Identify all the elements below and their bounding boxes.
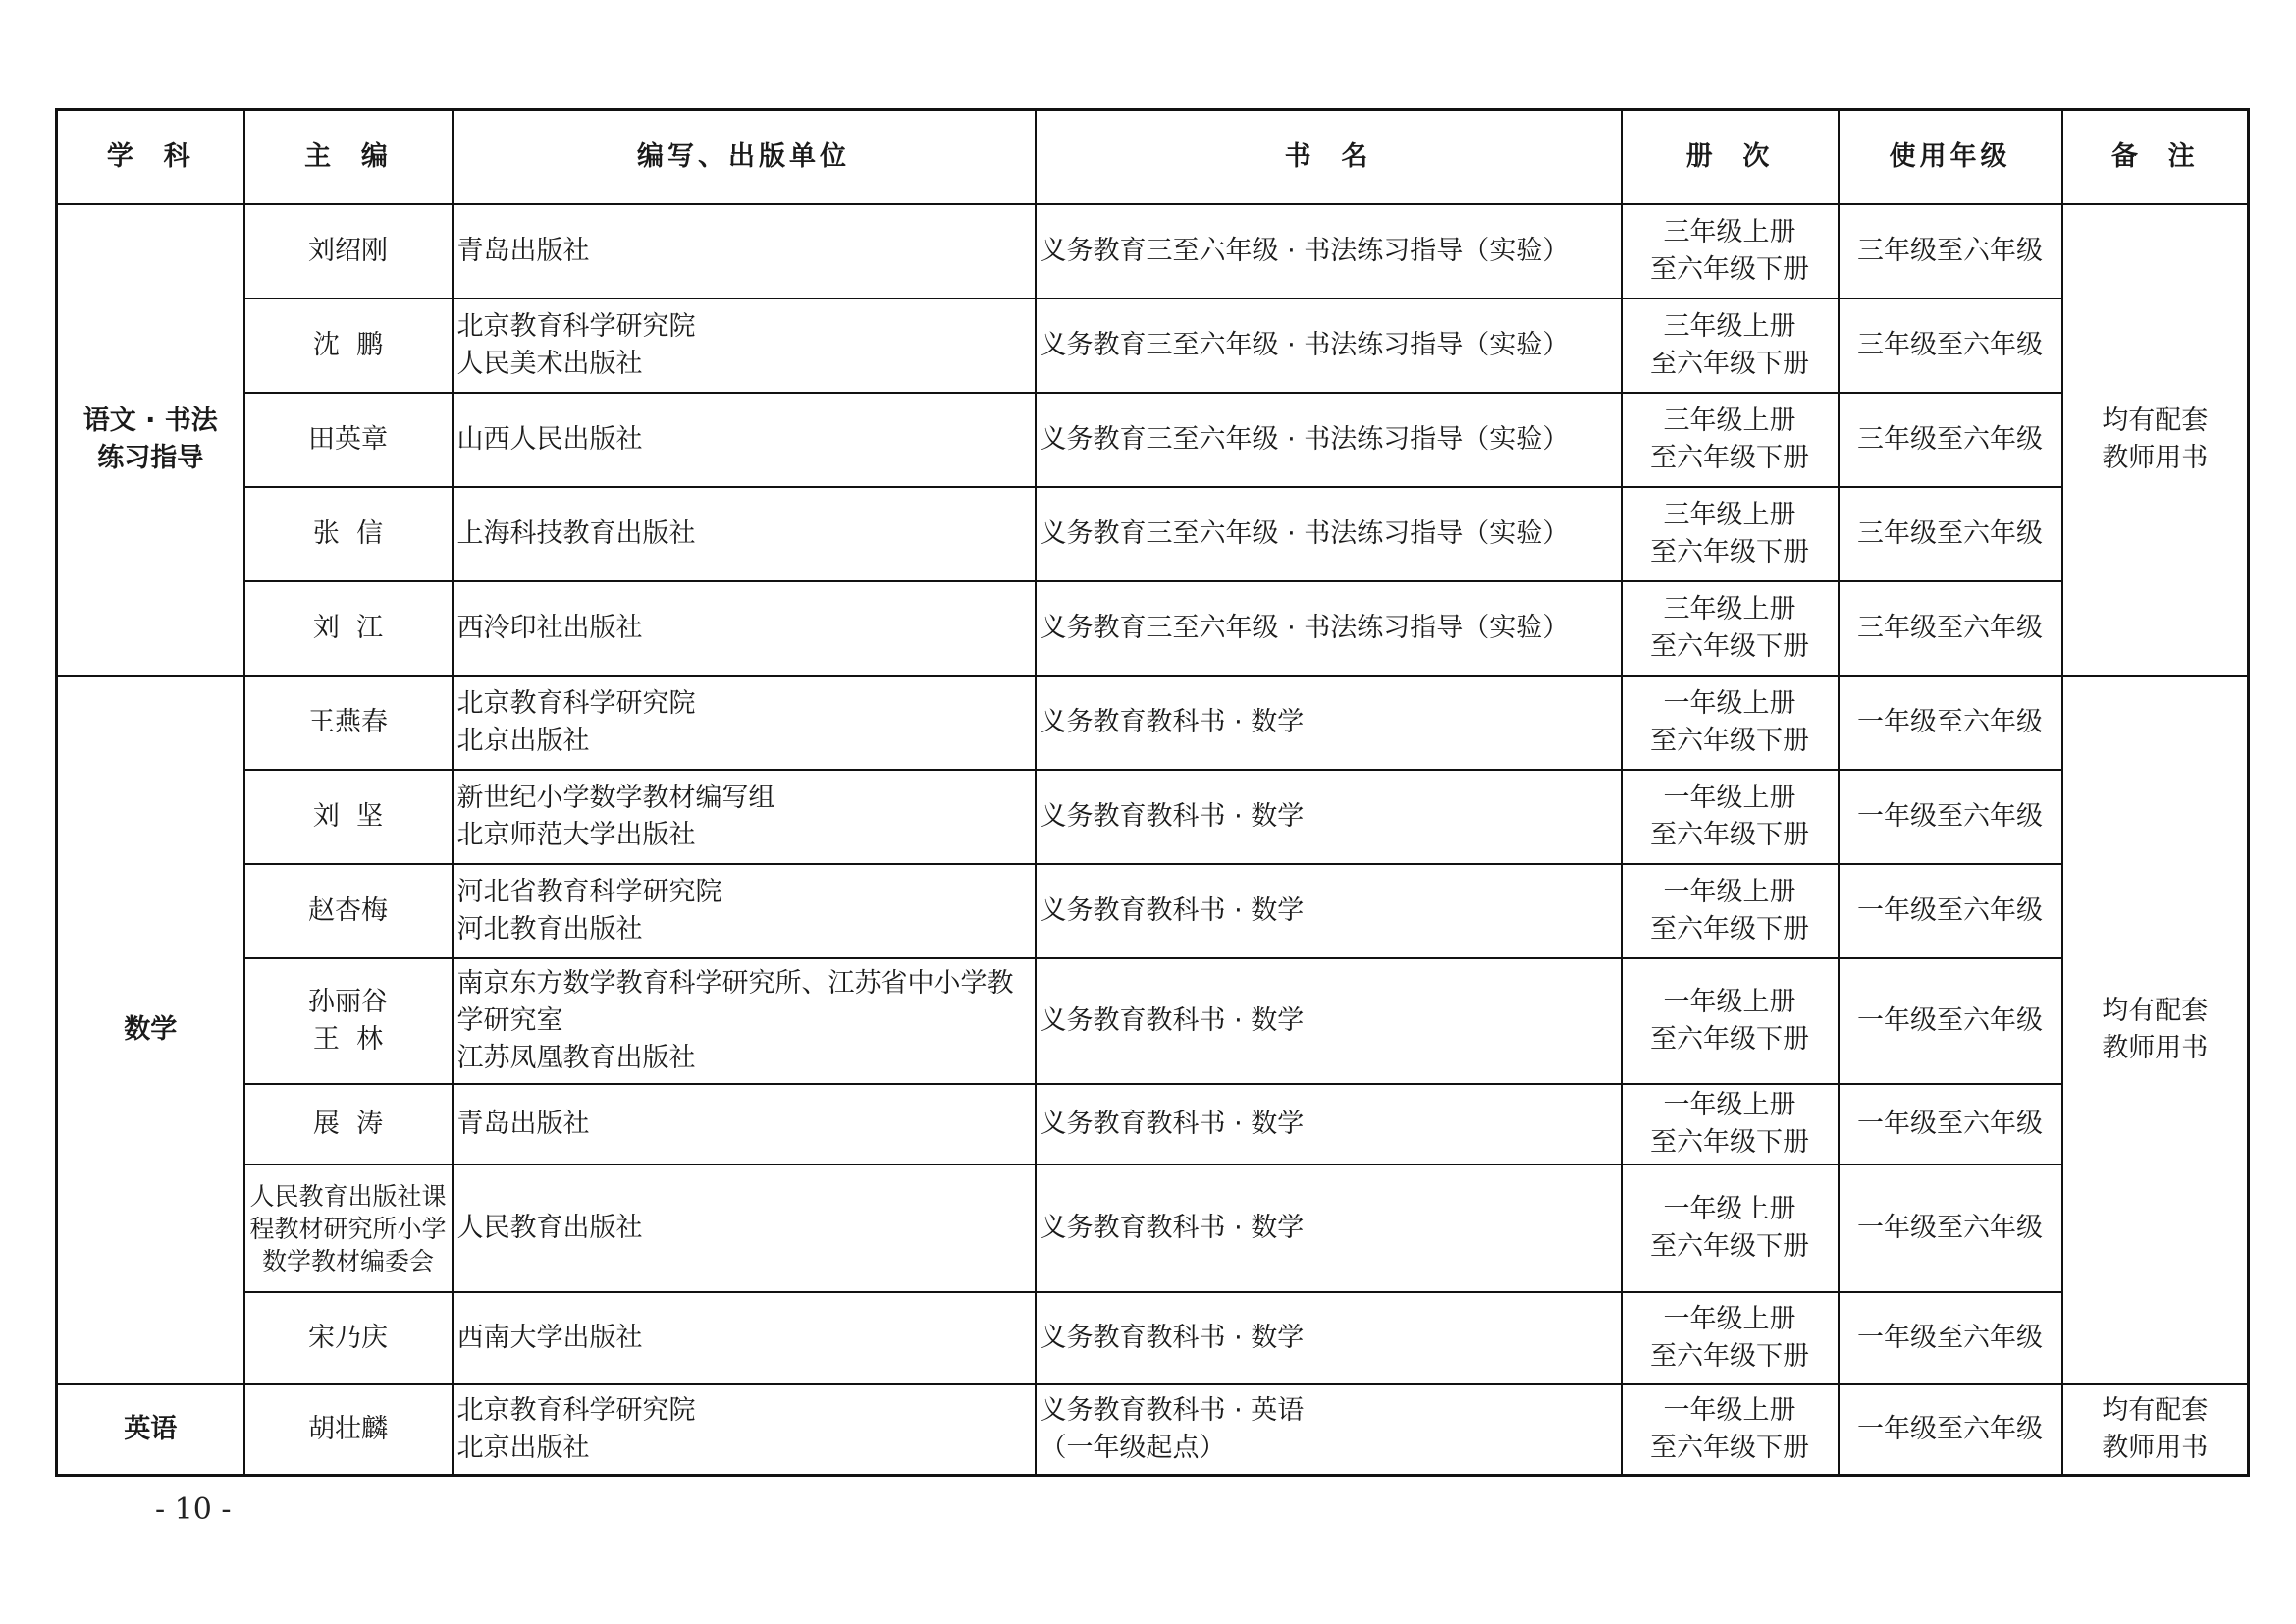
volume-cell-line: 至六年级下册 [1650,914,1809,945]
book-title-cell-line: 义务教育教科书 · 数学 [1040,1213,1305,1243]
table-row [57,1164,2249,1292]
volume-cell-line: 一年级上册 [1663,877,1796,907]
volume-cell [1622,393,1839,487]
book-title-cell-line: 义务教育三至六年级 · 书法练习指导（实验） [1040,330,1570,360]
volume-cell-line: 一年级上册 [1663,1194,1796,1224]
table-row [57,487,2249,581]
book-title-cell-line: 义务教育三至六年级 · 书法练习指导（实验） [1040,613,1570,643]
subject-cell-line: 英语 [124,1413,178,1444]
grade-cell: 三年级至六年级 [1839,393,2062,487]
volume-cell-line: 一年级上册 [1663,783,1796,813]
volume-cell-line: 一年级上册 [1663,1304,1796,1334]
publisher-cell-line: 北京教育科学研究院 [456,688,696,719]
grade-cell: 一年级至六年级 [1839,958,2062,1084]
table-row [57,581,2249,676]
volume-cell-line: 至六年级下册 [1650,1024,1809,1055]
note-cell-line: 教师用书 [2102,1432,2209,1463]
publisher-cell [453,676,1036,770]
publisher-cell-line: 上海科技教育出版社 [456,518,696,549]
header-subject: 学 科 [57,110,244,205]
editor-cell-line: 胡壮麟 [308,1413,388,1444]
editor-cell-line: 刘绍刚 [308,236,388,266]
note-cell-line: 均有配套 [2102,1394,2209,1426]
table-row [57,864,2249,958]
note-cell [2062,676,2249,1384]
editor-cell-line: 数学教材编委会 [261,1246,434,1275]
grade-cell: 一年级至六年级 [1839,1384,2062,1475]
book-title-cell-line: 义务教育教科书 · 数学 [1040,707,1305,737]
book-title-cell-line: 义务教育三至六年级 · 书法练习指导（实验） [1040,518,1570,549]
publisher-cell [453,487,1036,581]
book-title-cell [1036,393,1622,487]
publisher-cell-line: 北京教育科学研究院 [456,1394,696,1426]
grade-cell: 一年级至六年级 [1839,770,2062,864]
table-row [57,1384,2249,1475]
publisher-cell [453,770,1036,864]
table-row [57,770,2249,864]
publisher-cell [453,298,1036,393]
book-title-cell-line: 义务教育三至六年级 · 书法练习指导（实验） [1040,236,1570,266]
editor-cell [244,770,453,864]
volume-cell [1622,1384,1839,1475]
editor-cell [244,581,453,676]
header-book-title: 书 名 [1036,110,1622,205]
editor-cell-line: 田英章 [308,424,388,455]
volume-cell [1622,1292,1839,1384]
book-title-cell-line: 义务教育教科书 · 数学 [1040,1323,1305,1353]
volume-cell [1622,770,1839,864]
volume-cell [1622,298,1839,393]
editor-cell [244,298,453,393]
editor-cell-line: 程教材研究所小学 [249,1214,447,1243]
volume-cell-line: 至六年级下册 [1650,349,1809,379]
volume-cell-line: 三年级上册 [1663,500,1796,530]
volume-cell-line: 三年级上册 [1663,311,1796,342]
volume-cell-line: 一年级上册 [1663,987,1796,1017]
editor-cell-line: 刘 江 [312,613,384,643]
note-cell-line: 均有配套 [2102,406,2209,436]
table-body [57,204,2249,1475]
book-title-cell-line: 义务教育教科书 · 数学 [1040,1109,1305,1139]
volume-cell-line: 至六年级下册 [1650,537,1809,568]
book-title-cell [1036,770,1622,864]
editor-cell [244,958,453,1084]
publisher-cell-line: 北京教育科学研究院 [456,311,696,342]
volume-cell-line: 至六年级下册 [1650,1432,1809,1463]
publisher-cell-line: 西泠印社出版社 [456,613,643,643]
table-row [57,393,2249,487]
editor-cell-line: 王 林 [312,1024,384,1055]
header-note: 备 注 [2062,110,2249,205]
subject-cell-line: 数学 [124,1014,178,1045]
book-title-cell [1036,676,1622,770]
publisher-cell-line: 青岛出版社 [456,236,590,266]
publisher-cell [453,1384,1036,1475]
editor-cell [244,487,453,581]
note-cell [2062,204,2249,676]
publisher-cell-line: 北京出版社 [456,726,590,756]
grade-cell: 一年级至六年级 [1839,1084,2062,1164]
table-row [57,958,2249,1084]
subject-cell-line: 语文 · 书法 [82,406,218,436]
editor-cell-line: 展 涛 [312,1109,384,1139]
volume-cell [1622,1084,1839,1164]
header-publisher: 编写、出版单位 [453,110,1036,205]
volume-cell-line: 三年级上册 [1663,406,1796,436]
volume-cell-line: 至六年级下册 [1650,631,1809,662]
book-title-cell-line: 义务教育三至六年级 · 书法练习指导（实验） [1040,424,1570,455]
subject-cell [57,676,244,1384]
grade-cell: 一年级至六年级 [1839,1292,2062,1384]
book-title-cell [1036,864,1622,958]
volume-cell-line: 至六年级下册 [1650,726,1809,756]
editor-cell [244,393,453,487]
publisher-cell-line: 学研究室 [456,1005,563,1036]
book-title-cell [1036,1164,1622,1292]
volume-cell-line: 至六年级下册 [1650,1341,1809,1372]
volume-cell [1622,581,1839,676]
publisher-cell-line: 北京师范大学出版社 [456,820,696,850]
header-volume: 册 次 [1622,110,1839,205]
book-title-cell-line: 义务教育教科书 · 数学 [1040,801,1305,832]
note-cell-line: 教师用书 [2102,1033,2209,1063]
publisher-cell-line: 山西人民出版社 [456,424,643,455]
grade-cell: 一年级至六年级 [1839,864,2062,958]
publisher-cell [453,958,1036,1084]
volume-cell [1622,487,1839,581]
book-title-cell [1036,958,1622,1084]
grade-cell: 三年级至六年级 [1839,204,2062,298]
volume-cell-line: 至六年级下册 [1650,1231,1809,1262]
table-row [57,204,2249,298]
grade-cell: 三年级至六年级 [1839,298,2062,393]
volume-cell-line: 三年级上册 [1663,594,1796,624]
publisher-cell-line: 新世纪小学数学教材编写组 [456,783,775,813]
publisher-cell [453,1292,1036,1384]
publisher-cell-line: 南京东方数学教育科学研究所、江苏省中小学教 [456,968,1014,999]
book-title-cell-line: （一年级起点） [1040,1432,1226,1463]
book-title-cell [1036,1084,1622,1164]
header-editor: 主 编 [244,110,453,205]
grade-cell: 一年级至六年级 [1839,1164,2062,1292]
editor-cell [244,1384,453,1475]
editor-cell-line: 宋乃庆 [308,1323,388,1353]
volume-cell [1622,958,1839,1084]
subject-cell [57,1384,244,1475]
publisher-cell [453,581,1036,676]
editor-cell-line: 张 信 [312,518,384,549]
note-cell-line: 均有配套 [2102,996,2209,1026]
publisher-cell-line: 人民美术出版社 [456,349,643,379]
editor-cell [244,204,453,298]
editor-cell-line: 刘 坚 [312,801,384,832]
volume-cell [1622,864,1839,958]
editor-cell-line: 赵杏梅 [308,895,388,926]
book-title-cell [1036,204,1622,298]
publisher-cell-line: 河北教育出版社 [456,914,643,945]
publisher-cell [453,1164,1036,1292]
editor-cell [244,1292,453,1384]
publisher-cell-line: 西南大学出版社 [456,1323,643,1353]
volume-cell-line: 一年级上册 [1663,688,1796,719]
book-title-cell [1036,487,1622,581]
subject-cell [57,204,244,676]
publisher-cell [453,1084,1036,1164]
book-title-cell-line: 义务教育教科书 · 英语 [1040,1394,1305,1426]
volume-cell [1622,676,1839,770]
publisher-cell-line: 人民教育出版社 [456,1213,643,1243]
table-row [57,676,2249,770]
editor-cell-line: 沈 鹏 [312,330,384,360]
volume-cell [1622,204,1839,298]
publisher-cell [453,864,1036,958]
book-title-cell-line: 义务教育教科书 · 数学 [1040,895,1305,926]
editor-cell-line: 人民教育出版社课 [249,1181,447,1211]
textbook-catalog-table [55,108,2250,1477]
publisher-cell [453,393,1036,487]
editor-cell-line: 王燕春 [308,707,388,737]
publisher-cell-line: 北京出版社 [456,1432,590,1463]
editor-cell [244,1164,453,1292]
publisher-cell-line: 江苏凤凰教育出版社 [456,1043,696,1073]
book-title-cell [1036,1292,1622,1384]
note-cell [2062,1384,2249,1475]
volume-cell-line: 一年级上册 [1663,1090,1796,1120]
editor-cell [244,676,453,770]
volume-cell-line: 至六年级下册 [1650,254,1809,285]
subject-cell-line: 练习指导 [97,443,204,473]
table-row [57,298,2249,393]
editor-cell [244,864,453,958]
volume-cell-line: 三年级上册 [1663,217,1796,247]
grade-cell: 三年级至六年级 [1839,581,2062,676]
grade-cell: 一年级至六年级 [1839,676,2062,770]
volume-cell-line: 至六年级下册 [1650,443,1809,473]
table-header-row [57,110,2249,205]
publisher-cell-line: 青岛出版社 [456,1109,590,1139]
publisher-cell [453,204,1036,298]
table-row [57,1292,2249,1384]
book-title-cell [1036,1384,1622,1475]
editor-cell-line: 孙丽谷 [308,987,388,1017]
publisher-cell-line: 河北省教育科学研究院 [456,877,722,907]
table-row [57,1084,2249,1164]
note-cell-line: 教师用书 [2102,443,2209,473]
book-title-cell [1036,298,1622,393]
volume-cell-line: 至六年级下册 [1650,1127,1809,1158]
editor-cell [244,1084,453,1164]
grade-cell: 三年级至六年级 [1839,487,2062,581]
book-title-cell [1036,581,1622,676]
page-number: - 10 - [155,1492,232,1527]
volume-cell [1622,1164,1839,1292]
volume-cell-line: 一年级上册 [1663,1394,1796,1426]
header-grade: 使用年级 [1839,110,2062,205]
volume-cell-line: 至六年级下册 [1650,820,1809,850]
book-title-cell-line: 义务教育教科书 · 数学 [1040,1005,1305,1036]
